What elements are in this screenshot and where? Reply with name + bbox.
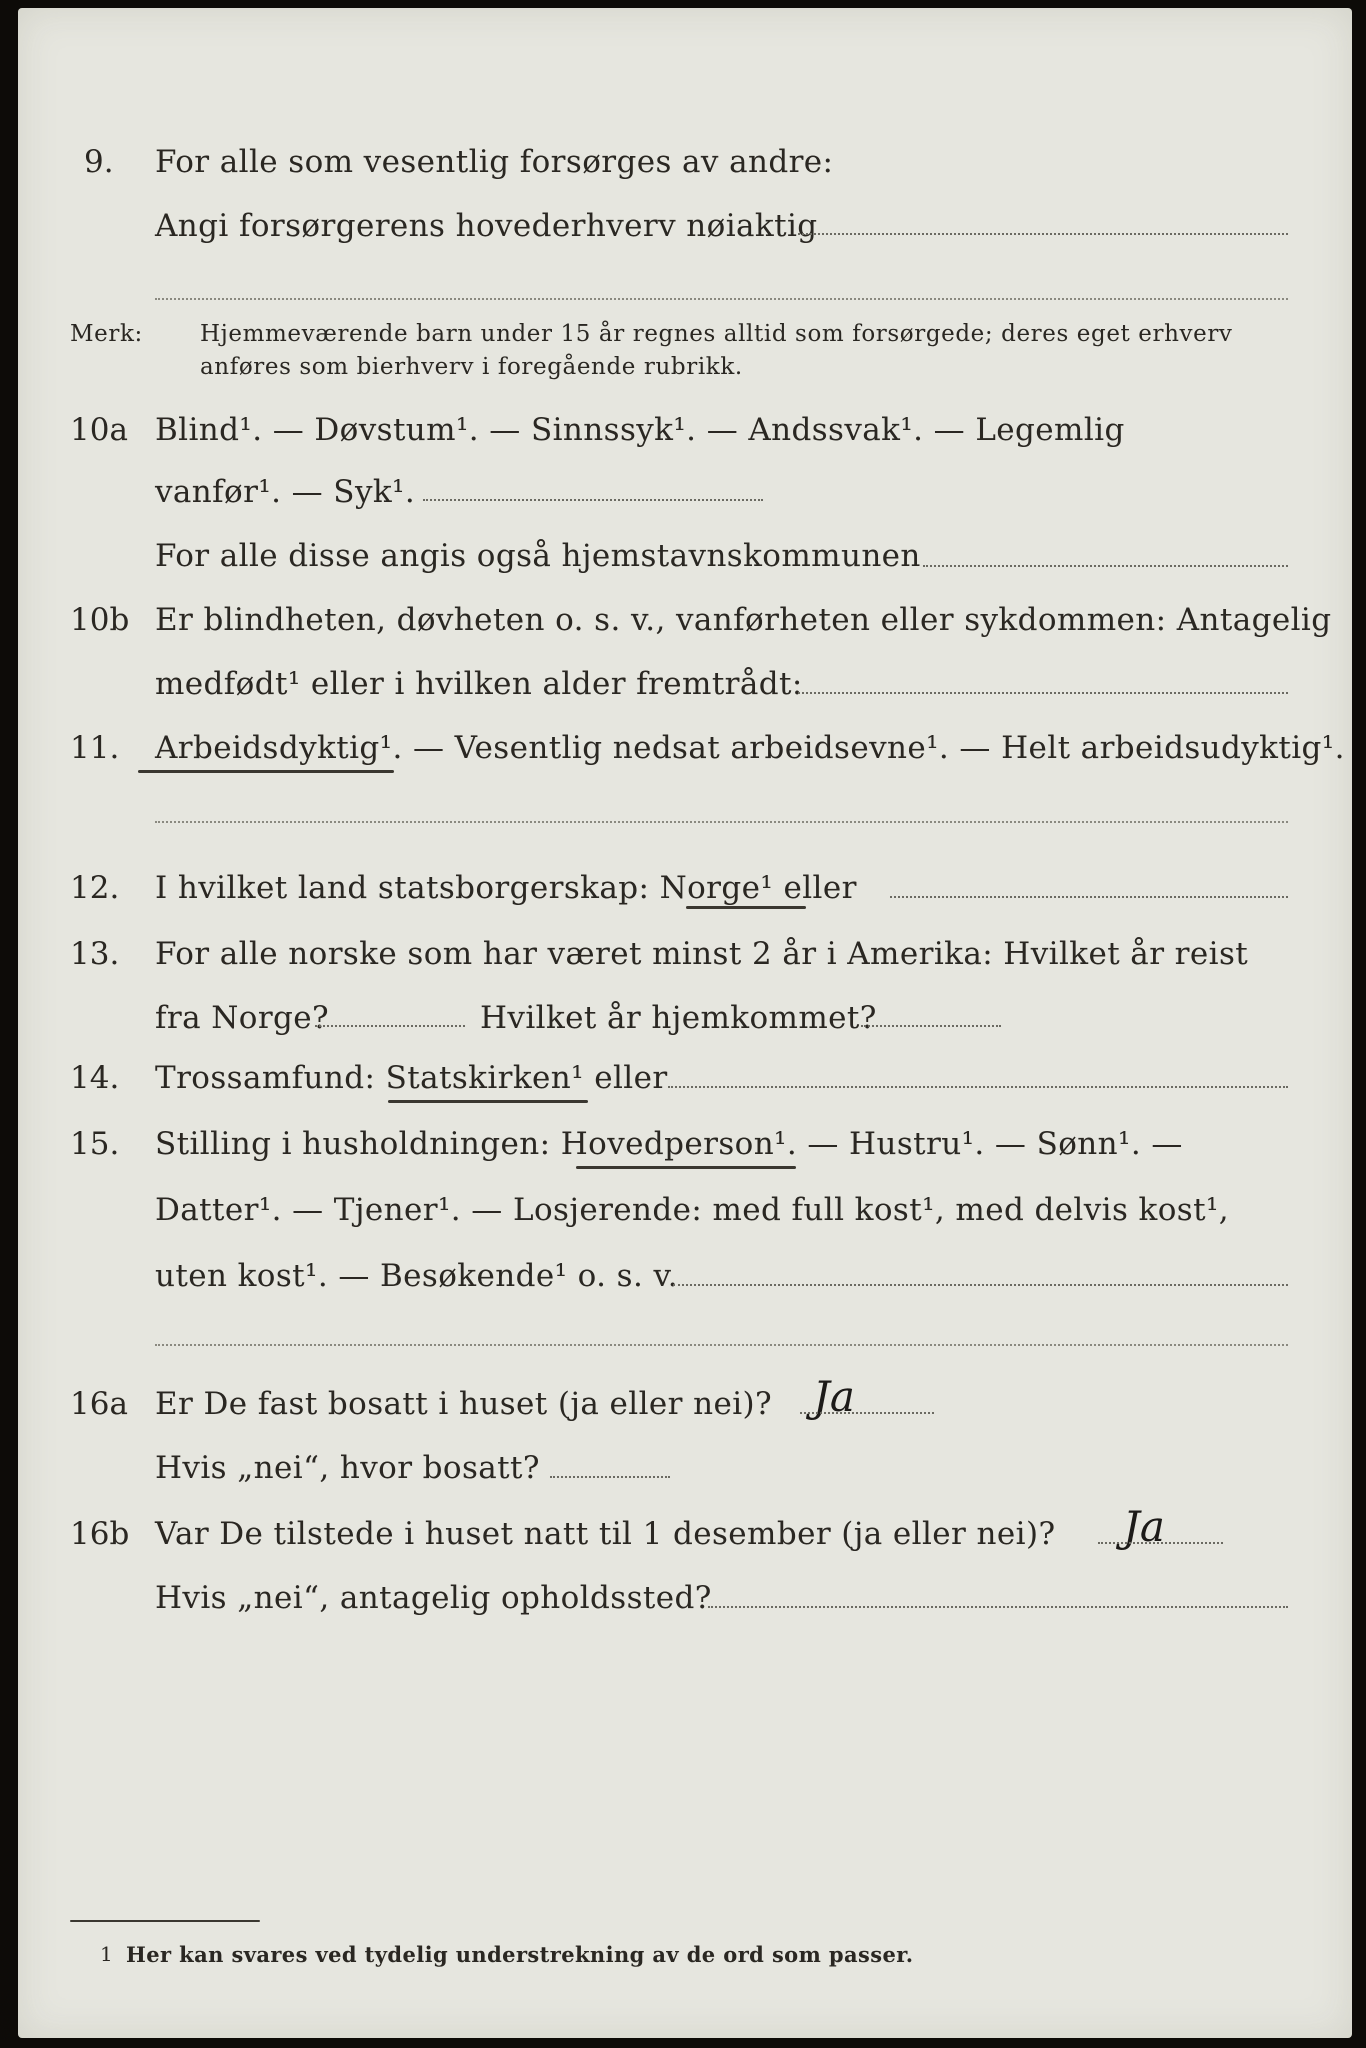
q14-number: 14. — [70, 1060, 120, 1096]
q10a-options: Blind¹. — Døvstum¹. — Sinnssyk¹. — Andssvak¹. — Legemlig — [155, 412, 1125, 448]
q15-answer-line[interactable] — [673, 1284, 1288, 1286]
q15-number: 15. — [70, 1126, 120, 1162]
q10b-question: Er blindheten, døvheten o. s. v., vanførheten eller sykdommen: Antagelig — [155, 602, 1332, 638]
q9-second-line[interactable] — [155, 298, 1288, 300]
q12-number: 12. — [70, 870, 120, 906]
q16a-where-line[interactable] — [550, 1476, 670, 1478]
q16a-number: 16a — [70, 1386, 128, 1422]
q10a-hometown-prompt: For alle disse angis også hjemstavnskommunen — [155, 538, 921, 574]
q16b-question: Var De tilstede i huset natt til 1 desember (ja eller nei)? — [155, 1516, 1056, 1552]
census-form-page — [18, 8, 1352, 2038]
q16b-location-line[interactable] — [708, 1606, 1288, 1608]
q10a-options-cont: vanfør¹. — Syk¹. — [155, 474, 416, 510]
q11-options: Arbeidsdyktig¹. — Vesentlig nedsat arbeidsevne¹. — Helt arbeidsudyktig¹. — [155, 730, 1345, 766]
merk-note-line1: Hjemmeværende barn under 15 år regnes alltid som forsørgede; deres eget erhverv — [200, 321, 1233, 347]
q15-options-cont: Datter¹. — Tjener¹. — Losjerende: med full kost¹, med delvis kost¹, — [155, 1192, 1230, 1228]
q13-departed-prompt: fra Norge? — [155, 1000, 330, 1036]
q13-number: 13. — [70, 936, 120, 972]
q12-question: I hvilket land statsborgerskap: Norge¹ eller — [155, 870, 857, 906]
q15-underline-hovedperson — [576, 1166, 796, 1169]
q11-underline-arbeidsdyktig — [138, 770, 394, 773]
q9-question: For alle som vesentlig forsørges av andre: — [155, 144, 834, 180]
q14-answer-line[interactable] — [668, 1086, 1288, 1088]
q11-answer-line[interactable] — [155, 821, 1288, 823]
q16b-number: 16b — [70, 1516, 130, 1552]
q16a-answer-line[interactable] — [800, 1412, 934, 1414]
q11-number: 11. — [70, 730, 120, 766]
q10a-number: 10a — [70, 412, 128, 448]
q15-options: Stilling i husholdningen: Hovedperson¹. — Hustru¹. — Sønn¹. — — [155, 1126, 1183, 1162]
q13-departed-line[interactable] — [315, 1025, 465, 1027]
q16b-handwritten-answer: Ja — [1123, 1502, 1165, 1551]
q16a-question: Er De fast bosatt i huset (ja eller nei)? — [155, 1386, 773, 1422]
q10b-number: 10b — [70, 602, 130, 638]
q16a-handwritten-answer: Ja — [813, 1372, 855, 1421]
q14-underline-statskirken — [388, 1100, 588, 1103]
footnote-text: Her kan svares ved tydelig understrekning av de ord som passer. — [126, 1942, 914, 1967]
q12-underline-norge — [686, 906, 806, 909]
q15-second-line[interactable] — [155, 1344, 1288, 1346]
q10b-answer-line[interactable] — [798, 692, 1288, 694]
q13-returned-prompt: Hvilket år hjemkommet? — [480, 1000, 877, 1036]
q9-number: 9. — [84, 144, 114, 180]
q13-question: For alle norske som har været minst 2 år i Amerika: Hvilket år reist — [155, 936, 1249, 972]
footnote-separator — [70, 1920, 260, 1922]
merk-note-line2: anføres som bierhverv i foregående rubrikk. — [200, 354, 743, 380]
merk-label: Merk: — [70, 321, 143, 347]
q12-answer-line[interactable] — [890, 896, 1288, 898]
q10b-prompt: medfødt¹ eller i hvilken alder fremtrådt: — [155, 666, 803, 702]
q9-answer-line[interactable] — [798, 233, 1288, 235]
q10a-answer-line[interactable] — [423, 499, 763, 501]
q9-prompt: Angi forsørgerens hovederhverv nøiaktig — [155, 208, 818, 244]
q16a-where-prompt: Hvis „nei“, hvor bosatt? — [155, 1450, 540, 1486]
q15-options-cont2: uten kost¹. — Besøkende¹ o. s. v. — [155, 1258, 678, 1294]
q16b-location-prompt: Hvis „nei“, antagelig opholdssted? — [155, 1580, 712, 1616]
q14-question: Trossamfund: Statskirken¹ eller — [155, 1060, 668, 1096]
q16b-answer-line[interactable] — [1098, 1542, 1223, 1544]
footnote-mark: 1 — [100, 1942, 114, 1966]
q13-returned-line[interactable] — [861, 1025, 1001, 1027]
q10a-hometown-line[interactable] — [923, 565, 1288, 567]
